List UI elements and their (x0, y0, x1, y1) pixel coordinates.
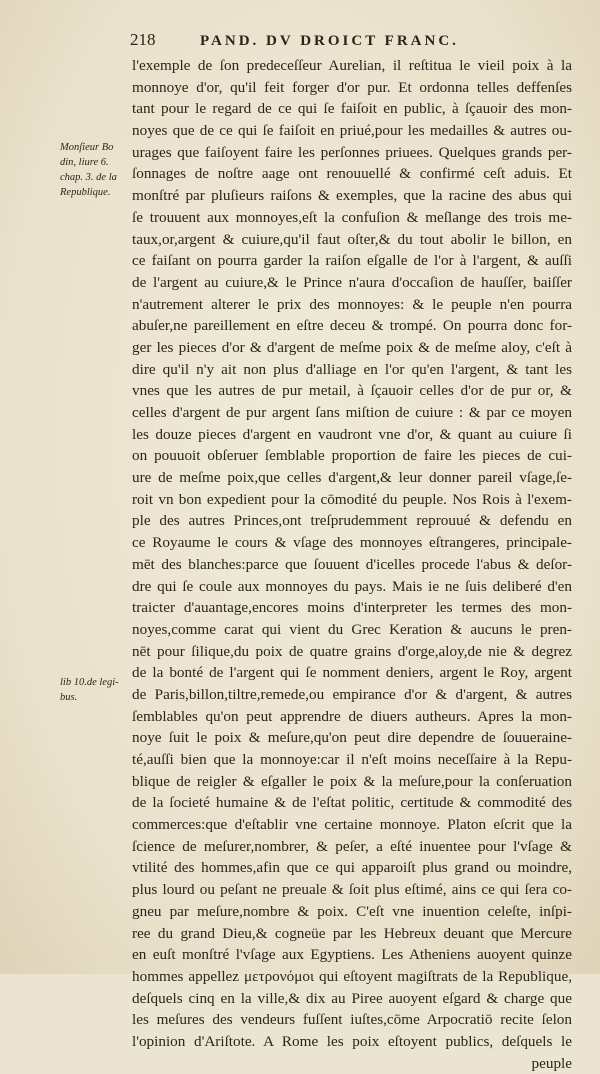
text-line: noyes que de ce qui ſe faiſoit en priué,pour les medailles & autres ou- (132, 122, 572, 140)
text-line: ple des autres Princes,ont treſprudemment reprouué & defendu en (132, 512, 572, 530)
text-line: de Paris,billon,tiltre,remede,ou empirance d'or & d'argent, & autres (132, 685, 572, 703)
text-line: de la ſocieté humaine & de l'eſtat politic, certitude & commodité des (132, 794, 572, 812)
text-line: ſe trouuent aux monnoyes,eſt la confuſion & meſlange des trois me- (132, 208, 572, 226)
text-line: abuſer,ne pareillement en eſtre deceu & trompé. On pourra donc for- (132, 317, 572, 335)
margin-note-line: Republique. (60, 187, 111, 198)
margin-note-line: bus. (60, 692, 78, 703)
margin-note-line: Monſieur Bo (60, 142, 114, 153)
text-line: deſquels cinq en la ville,& dix au Piree auoyent eſgard & charge que (132, 989, 572, 1007)
text-line: l'opinion d'Ariſtote. A Rome les poix eſtoyent publics, deſquels le (132, 1032, 572, 1050)
text-line: ree du grand Dieu,& cogneüe par les Hebreux deuant que Mercure (132, 924, 572, 942)
text-line: té,auſſi bien que la monnoye:car il n'eſt moins neceſſaire à la Repu- (132, 751, 572, 768)
text-line: on pouuoit obſeruer ſemblable proportion de faire les pieces de cui- (132, 447, 572, 465)
text-line: en euſt monſtré l'vſage aux Egyptiens. Les Atheniens auoyent quinze (132, 946, 572, 964)
text-line: ure de meſme poix,que celles d'argent,& leur donner pareil vſage,ſe- (132, 469, 572, 487)
text-line: traicter d'auantage,encores moins d'interpreter les termes des mon- (132, 599, 572, 617)
text-line: monſtré par pluſieurs raiſons & exemples, que la racine des abus qui (132, 187, 572, 205)
text-line: ſonnages de noſtre aage ont renouuellé & confirmé ceſt aduis. Et (132, 165, 572, 183)
catchword: peuple (531, 1054, 572, 1072)
text-line: celles d'argent de pur argent ſans miſtion de cuiure : & par ce moyen (132, 404, 572, 421)
text-line: les meſures des vendeurs fuſſent iuſtes,cōme Arpocratiō recite ſelon (132, 1011, 572, 1029)
text-line: noye ſuit le poix & meſure,qu'on peut dire dependre de ſouueraine- (132, 729, 572, 747)
running-head: PAND. DV DROICT FRANC. (200, 33, 459, 49)
text-line: tant pour le regard de ce qui ſe faiſoit en public, à ſçauoir des mon- (132, 100, 572, 118)
text-line: ſemblables qu'on peut apprendre de diuers autheurs. Apres la mon- (132, 707, 572, 725)
body-text (132, 55, 572, 1074)
text-line: ger les pieces d'or & d'argent de meſme poix & de meſme aloy, c'eſt à (132, 338, 572, 356)
text-line: de la bonté de l'argent qui ſe nomment deniers, argent le Roy, argent (132, 664, 572, 682)
text-line: n'autrement alterer le prix des monnoyes: & le peuple n'en pourra (132, 295, 572, 313)
text-line: roit vn bon expedient pour la cōmodité du peuple. Nos Rois à l'exem- (132, 490, 572, 508)
text-line: noyes,comme carat qui vient du Grec Keration & aucuns le pren- (132, 620, 572, 638)
margin-note-line: chap. 3. de la (60, 172, 117, 183)
text-line: commerces:que d'eſtablir vne certaine monnoye. Platon eſcrit que la (132, 816, 572, 834)
margin-note-bodin (60, 140, 134, 200)
text-line: l'exemple de ſon predeceſſeur Aurelian, il reſtitua le vieil poix à la (132, 57, 572, 74)
text-line: dre qui ſe coule aux monnoyes du pays. Mais ie ne ſuis deliberé d'en (132, 577, 572, 595)
text-line: urages que faiſoyent faire les perſonnes priuees. Quelques grands per- (132, 143, 572, 161)
text-line: plus lourd ou peſant ne preuale & ſoit plus eſtimé, ains ce qui ſera co- (132, 881, 572, 899)
text-line: dire qu'il n'y ait non plus d'alliage en l'or qu'en l'argent, & tant les (132, 360, 572, 378)
text-line: vtilité des hommes,afin que ce qui apparoiſt plus grand ou moindre, (132, 859, 572, 877)
margin-note-line: din, liure 6. (60, 157, 109, 168)
text-line: ce Royaume le cours & vſage des monnoyes eſtrangeres, principale- (132, 534, 572, 552)
text-line: de l'argent au cuiure,& le Prince n'aura d'occaſion de hauſſer, baiſſer (132, 273, 572, 291)
text-line: taux,or,argent & cuiure,qu'il faut oſter,& du tout abolir le billon, en (132, 230, 572, 248)
margin-note-line: lib 10.de legi- (60, 677, 119, 688)
text-line: ſcience de meſurer,nombrer, & peſer, a eſté inuentee pour l'vſage & (132, 837, 572, 855)
text-line: ce faiſant on pourra garder la raiſon eſgalle de l'or à l'argent, & auſſi (132, 252, 572, 270)
text-line: nēt pour ſilique,du poix de quatre grains d'orge,aloy,de nie & degrez (132, 642, 572, 660)
margin-note-plato (60, 675, 134, 705)
text-line: gneu par meſure,nombre & poix. C'eſt vne inuention celeſte, inſpi- (132, 902, 572, 920)
page-number: 218 (130, 30, 156, 49)
text-line: hommes appellez μετρονόμοι qui eſtoyent magiſtrats de la Republique, (132, 967, 572, 985)
text-line: mēt des blanches:parce que ſouuent d'icelles procede l'abus & deſor- (132, 555, 572, 573)
text-line: monnoye d'or, qu'il feit forger d'or pur. Et ordonna telles deffenſes (132, 78, 572, 96)
text-line: vnes que les autres de pur metail, à ſçauoir celles d'or de pur or, & (132, 382, 572, 400)
text-line: blique de reigler & eſgaller le poix & la meſure,pour la conſeruation (132, 772, 572, 790)
page-header (130, 30, 570, 52)
text-line: les douze pieces d'argent en vaudront vne d'or, & quant au cuiure ſi (132, 425, 572, 443)
